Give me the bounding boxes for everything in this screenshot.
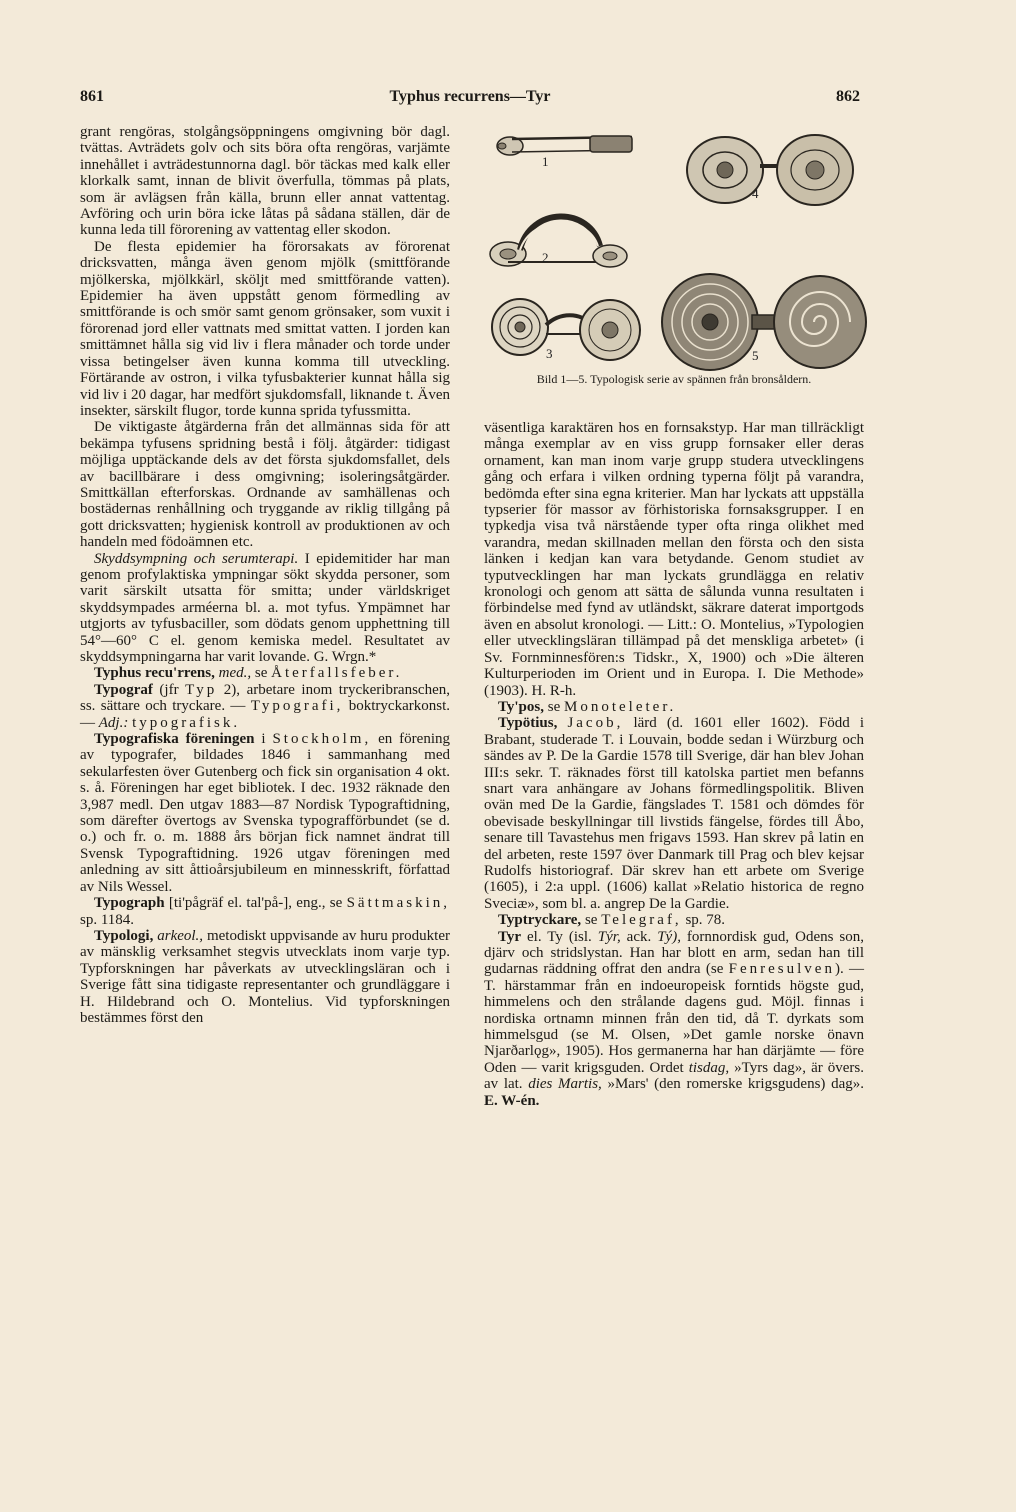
brooch-figure (470, 122, 870, 407)
paragraph: De flesta epidemier ha förorsakats av förorenat dricksvatten, många även genom mjölk (smittförande mjölkerska, mjölkkärl, sköljt med smittförande vatten). Epidemier ha även uppstått genom förmedling av smittförande is och smör samt genom grönsaker, som vuxit i förorenad jord eller vattnats med smittat vatten. I jorden kan smittämnet hålla sig vid liv i flera månader och torde under vissa betingelser även kunna komma till utveckling. Förtärande av ostron, i vilka tyfusbakterier kunnat hålla sig vid liv i 20 dagar, har medfört sjukdomsfall, liknande t. Även insekter, särskilt flugor, torde kunna sprida tyfussmitta. (80, 238, 450, 419)
right-column (484, 420, 864, 1109)
entry-headword: Typograf (94, 681, 153, 698)
brooch-1-illustration (497, 136, 632, 155)
entry-typhus-recurrens: Typhus recu'rrens, med., se Återfallsfeber. (94, 665, 403, 682)
entry-typograph: Typograph [ti'pågräf el. tal'på-], eng., se Sättmaskin, sp. 1184. (80, 895, 450, 928)
figure-label: 2 (542, 250, 549, 265)
cross-reference: Återfallsfeber. (271, 665, 403, 682)
page-number-right: 862 (836, 88, 860, 105)
entry-typograf: Typograf (jfr Typ 2), arbetare inom tryckeribranschen, ss. sättare och tryckare. — Typografi, boktryckarkonst. — Adj.: typografisk. (80, 681, 450, 731)
paragraph: Skyddsympning och serumterapi. I epidemitider har man genom profylaktiska ympningar sökt skydda personer, som varit särskilt utsatta för smitta; under världskriget skyddsympades arméerna bl. a. mot tyfus. Ympämnet har utgjorts av tyfusbaciller, som dödats genom upphettning till 54°—60° C el. genom kemiska medel. Resultatet av skyddsympningarna har varit lovande. G. Wrgn.* (80, 550, 450, 665)
running-title: Typhus recurrens—Tyr (389, 88, 551, 105)
entry-headword: Typografiska föreningen (94, 731, 255, 748)
entry-headword: Typologi, (94, 927, 154, 944)
figure-label: 1 (542, 154, 549, 169)
brooch-4-illustration (687, 135, 853, 205)
brooch-2-illustration (490, 216, 627, 267)
cross-reference: Sättmaskin, (346, 895, 450, 912)
cross-reference: Typ (185, 681, 218, 698)
section-heading: Skyddsympning och serumterapi. (94, 550, 299, 567)
cross-reference: Monoteleter. (564, 698, 677, 715)
paragraph: De viktigaste åtgärderna från det allmännas sida för att bekämpa tyfusens spridning bestå i följ. åtgärder: tidigast möjliga upptäckande dels av det första sjukdomsfallet, dels av bacillbärare i dess omgivning; isoleringsåtgärder. Smittkällan efterforskas. Ordnande av samhällenas och bostädernas renhållning och tryggande av riklig tillgång på gott dricksvatten; hygienisk kontroll av produktionen av och handeln med födoämnen etc. (80, 419, 450, 551)
entry-typotius: Typötius, Jacob, lärd (d. 1601 eller 1602). Född i Brabant, studerade T. i Louvain, bodde sedan i Würzburg och sändes av P. De la Gardie 1578 till Sverige, där han blev Johan III:s sekr. T. räknades först till katolska partiet men befanns snart vara anhängare av Johans förmedlingspolitik. Bliven ovän med De la Gardie, fängslades T. 1581 och dömdes för obevisade beskyllningar till livstids fängelse, fördes till Åbo, senare till Tavastehus men frigavs 1593. Han skrev på latin en del arbeten, reste 1597 över Danmark till Prag och blev kejsar Rudolfs historiograf. Där skrev han ett arbete om Sverige (1605), i 2:a uppl. (1606) kallat »Relatio historica de regno Sveciæ», som bl. a. angrep De la Gardie. (484, 715, 865, 912)
left-column (80, 124, 450, 1026)
cross-reference: Stockholm, (272, 731, 372, 748)
paragraph: grant rengöras, stolgångsöppningens omgivning bör dagl. tvättas. Avträdets golv och sits böra ofta rengöras, varjämte innehållet i avträdestunnorna dagl. bör täckas med kalk eller klorkalk samt, innan de blivit överfulla, tömmas på plats, som är avlägsen från källa, brunn eller annat vattentag. Avföring och urin böra icke låtas på sådana ställen, där de kunna leda till förorening av vattentag eller skodon. (80, 124, 450, 239)
entry-headword: Typötius, (498, 715, 558, 732)
figure-label: 3 (546, 346, 553, 361)
entry-typografiska-foreningen: Typografiska föreningen i Stockholm, en förening av typografer, bildades 1846 i sammanhang med sekularfesten över Gutenberg och fick sin organisation 4 okt. s. å. Föreningen har eget bibliotek. I dec. 1932 räknade den 3,987 medl. Den utgav 1883—87 Nordisk Typograftidning, som därefter övertogs av Svenska typografförbundet (se d. o.) och fr. o. m. 1888 års början fick namnet ändrat till Svensk Typograftidning. 1926 utgav föreningen med anledning av sitt åttioårsjubileum en minnesskrift, författad av Nils Wessel. (80, 731, 450, 895)
entry-headword: Typhus recu'rrens, (94, 665, 215, 682)
author-signature: H. R-h. (531, 682, 577, 699)
entry-headword: Typograph (94, 895, 165, 912)
figure-label: 4 (752, 186, 759, 201)
author-signature: E. W-én. (484, 1092, 540, 1109)
entry-typologi: Typologi, arkeol., metodiskt uppvisande av huru produkter av mänsklig verksamhet stegvis utvecklats inom varje typ. Typforskningen har påverkats av utvecklingsläran och i Sverige fått sina tidigaste representanter och grundläggare i H. Hildebrand och O. Montelius. Vid typforskningen bestämmes först den (80, 927, 450, 1026)
entry-tyr: Tyr el. Ty (isl. Týr, ack. Tý), fornnordisk gud, Odens son, djärv och stridslystan. Han har blott en arm, sedan han till gudarnas räddning offrat den andra (se Fenresulven). — T. härstammar från en indoeuropeisk forntids högste gud, himmelens och den strålande dagens gud. Möjl. finnas i nordiska ortnamn minnen från den tid, då T. dyrkats som himmelsgud (se M. Olsen, »Det gamle norske önavn Njarðarlǫg», 1905). Hos germanerna har han därjämte — före Oden — varit krigsguden. Ordet tisdag, »Tyrs dag», är övers. av lat. dies Martis, »Mars' (den romerske krigsgudens) dag». E. W-én. (484, 928, 864, 1109)
page-header (80, 88, 860, 112)
entry-typtryckare: Typtryckare, se Telegraf, sp. 78. (498, 912, 726, 929)
paragraph: väsentliga karaktären hos en fornsakstyp. Har man tillräckligt många exemplar av en viss grupp fornsaker eller deras ornament, kan man inom varje grupp studera utvecklingens gång och erfara i vilken ordning typerna följt på varandra, bedömda efter sina egna kriterier. Man har lyckats att uppställa typserier för massor av förhistoriska fornsaksgrupper. I en typkedja visa två närstående typer ofta ringa olikhet med varandra, medan skillnaden mellan den första och den sista länken i kedjan kan vara betydande. Genom studiet av typutvecklingen har man lyckats grundlägga en relativ kronologi och genom att sätta de sålunda vunna resultaten i förbindelse med fynd av utländskt, säkrare daterat importgods även en absolut kronologi. — Litt.: O. Montelius, »Typologien eller utvecklingsläran tillämpad på det menskliga arbetet» (i Sv. Fornminnesfören:s Tidskr., X, 1900) och »Die älteren Kulturperioden im Orient und in Europa. I. Die Methode» (1903). H. R-h. (484, 420, 864, 699)
entry-headword: Tyr (498, 928, 522, 945)
entry-typos: Ty'pos, se Monoteleter. (498, 698, 677, 715)
brooch-5-illustration (662, 274, 866, 370)
author-signature: G. Wrgn.* (313, 649, 377, 665)
entry-headword: Typtryckare, (498, 912, 582, 929)
figure-caption: Bild 1—5. Typologisk serie av spännen från bronsåldern. (536, 372, 812, 386)
cross-reference: Fenresulven (728, 961, 835, 978)
brooch-3-illustration (492, 299, 640, 360)
cross-reference: Telegraf, (601, 912, 682, 929)
page-number-left: 861 (80, 88, 104, 105)
entry-headword: Ty'pos, (498, 698, 544, 715)
figure-label: 5 (752, 348, 759, 363)
